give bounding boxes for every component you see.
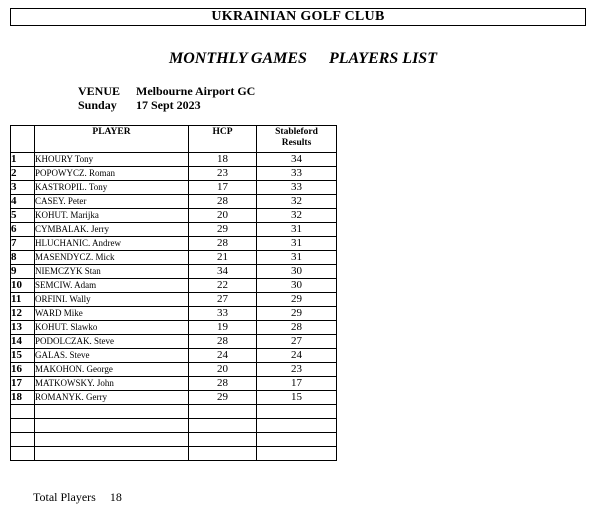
player-name-cell: KOHUT. Slawko [35, 321, 189, 335]
table-row [11, 363, 337, 377]
empty-table-row [11, 433, 337, 447]
result-cell: 34 [257, 153, 337, 167]
player-name-cell: NIEMCZYK Stan [35, 265, 189, 279]
rank-cell: 6 [11, 223, 35, 237]
rank-cell: 18 [11, 391, 35, 405]
result-cell: 28 [257, 321, 337, 335]
rank-cell: 16 [11, 363, 35, 377]
hcp-cell [189, 419, 257, 433]
table-row [11, 279, 337, 293]
club-title: UKRAINIAN GOLF CLUB [10, 8, 586, 26]
player-name-cell: GALAS. Steve [35, 349, 189, 363]
result-cell: 30 [257, 265, 337, 279]
table-row [11, 335, 337, 349]
table-row [11, 377, 337, 391]
day-label: Sunday [78, 98, 117, 112]
result-cell: 31 [257, 251, 337, 265]
rank-cell: 1 [11, 153, 35, 167]
table-row [11, 307, 337, 321]
player-name-cell: CYMBALAK. Jerry [35, 223, 189, 237]
empty-table-row [11, 419, 337, 433]
hcp-cell: 22 [189, 279, 257, 293]
result-cell [257, 433, 337, 447]
hcp-cell [189, 447, 257, 461]
total-players [33, 490, 122, 504]
rank-cell: 14 [11, 335, 35, 349]
venue-label: VENUE [78, 84, 121, 98]
hcp-cell: 29 [189, 223, 257, 237]
rank-cell: 2 [11, 167, 35, 181]
hcp-cell: 20 [189, 363, 257, 377]
table-row [11, 195, 337, 209]
result-cell: 23 [257, 363, 337, 377]
empty-table-row [11, 447, 337, 461]
result-cell: 29 [257, 307, 337, 321]
player-name-cell: SEMCIW. Adam [35, 279, 189, 293]
rank-cell: 8 [11, 251, 35, 265]
player-name-cell: MASENDYCZ. Mick [35, 251, 189, 265]
hcp-cell: 33 [189, 307, 257, 321]
result-cell: 31 [257, 223, 337, 237]
hcp-cell: 29 [189, 391, 257, 405]
player-name-cell: HLUCHANIC. Andrew [35, 237, 189, 251]
venue-value: Melbourne Airport GC [136, 84, 256, 98]
rank-cell: 10 [11, 279, 35, 293]
rank-cell: 11 [11, 293, 35, 307]
player-name-cell: WARD Mike [35, 307, 189, 321]
result-cell: 29 [257, 293, 337, 307]
player-name-cell [35, 433, 189, 447]
result-cell [257, 405, 337, 419]
result-cell [257, 419, 337, 433]
result-header [257, 126, 337, 153]
players-table [10, 125, 337, 461]
player-name-cell [35, 419, 189, 433]
total-label: Total Players [33, 490, 96, 504]
empty-table-row [11, 405, 337, 419]
rank-cell: 13 [11, 321, 35, 335]
table-row [11, 153, 337, 167]
result-cell: 33 [257, 181, 337, 195]
player-name-cell: KHOURY Tony [35, 153, 189, 167]
table-row [11, 209, 337, 223]
table-row [11, 223, 337, 237]
table-row [11, 251, 337, 265]
result-cell [257, 447, 337, 461]
hcp-cell: 19 [189, 321, 257, 335]
hcp-cell [189, 405, 257, 419]
table-row [11, 391, 337, 405]
player-name-cell: KOHUT. Marijka [35, 209, 189, 223]
result-cell: 31 [257, 237, 337, 251]
hcp-cell: 28 [189, 195, 257, 209]
hcp-cell: 23 [189, 167, 257, 181]
total-value: 18 [109, 490, 122, 504]
rank-cell [11, 433, 35, 447]
result-header-line1: Stableford [275, 127, 318, 137]
table-row [11, 321, 337, 335]
hcp-cell: 28 [189, 335, 257, 349]
player-name-cell: MAKOHON. George [35, 363, 189, 377]
rank-cell: 15 [11, 349, 35, 363]
result-header-line2: Results [281, 138, 312, 148]
table-row [11, 181, 337, 195]
table-header-row [11, 126, 337, 153]
number-header [11, 126, 35, 153]
rank-cell [11, 447, 35, 461]
player-name-cell: KASTROPIL. Tony [35, 181, 189, 195]
hcp-cell: 28 [189, 237, 257, 251]
hcp-cell: 21 [189, 251, 257, 265]
rank-cell [11, 405, 35, 419]
date-value: 17 Sept 2023 [136, 98, 201, 112]
table-row [11, 167, 337, 181]
player-name-cell: MATKOWSKY. John [35, 377, 189, 391]
player-name-cell: CASEY. Peter [35, 195, 189, 209]
result-cell: 27 [257, 335, 337, 349]
player-header: PLAYER [35, 126, 189, 153]
player-name-cell: POPOWYCZ. Roman [35, 167, 189, 181]
result-cell: 32 [257, 195, 337, 209]
rank-cell: 7 [11, 237, 35, 251]
hcp-cell: 20 [189, 209, 257, 223]
hcp-header: HCP [189, 126, 257, 153]
result-cell: 32 [257, 209, 337, 223]
rank-cell [11, 419, 35, 433]
rank-cell: 9 [11, 265, 35, 279]
player-name-cell: PODOLCZAK. Steve [35, 335, 189, 349]
rank-cell: 12 [11, 307, 35, 321]
heading-players-list: PLAYERS LIST [328, 50, 437, 67]
player-name-cell: ROMANYK. Gerry [35, 391, 189, 405]
table-body [11, 153, 337, 461]
result-cell: 33 [257, 167, 337, 181]
player-name-cell: ORFINI. Wally [35, 293, 189, 307]
result-cell: 17 [257, 377, 337, 391]
table-row [11, 293, 337, 307]
table-row [11, 237, 337, 251]
table-row [11, 349, 337, 363]
table-row [11, 265, 337, 279]
result-cell: 15 [257, 391, 337, 405]
hcp-cell: 18 [189, 153, 257, 167]
result-cell: 24 [257, 349, 337, 363]
rank-cell: 4 [11, 195, 35, 209]
result-cell: 30 [257, 279, 337, 293]
rank-cell: 17 [11, 377, 35, 391]
date-row [78, 98, 201, 112]
hcp-cell [189, 433, 257, 447]
hcp-cell: 28 [189, 377, 257, 391]
hcp-cell: 24 [189, 349, 257, 363]
document-heading [0, 49, 600, 69]
venue-row [78, 84, 255, 98]
hcp-cell: 17 [189, 181, 257, 195]
rank-cell: 3 [11, 181, 35, 195]
rank-cell: 5 [11, 209, 35, 223]
heading-monthly-games: MONTHLY GAMES [169, 50, 307, 67]
player-name-cell [35, 405, 189, 419]
hcp-cell: 27 [189, 293, 257, 307]
hcp-cell: 34 [189, 265, 257, 279]
player-name-cell [35, 447, 189, 461]
